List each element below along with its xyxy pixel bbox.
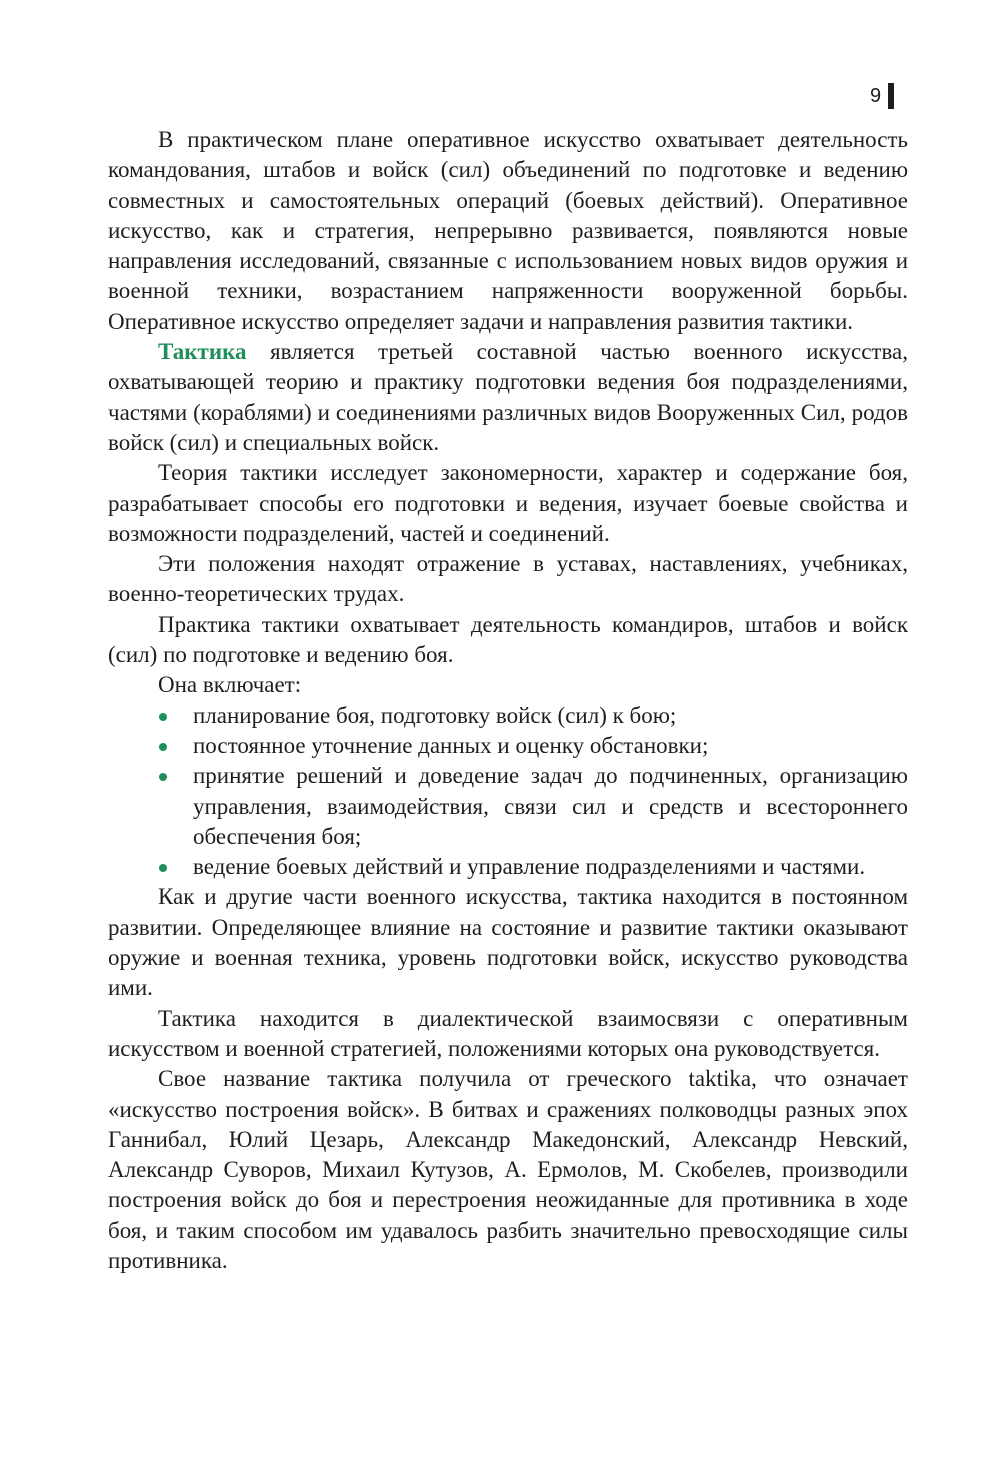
list-item — [108, 852, 908, 882]
page-header — [870, 82, 894, 110]
paragraph-development: Как и другие части военного искусства, тактика находится в постоянном развитии. Определяющее влияние на состояние и развитие тактики оказывают оружие и военная техника, уровень подготовки войск, искусство руководства ими. — [108, 884, 908, 1001]
list-item — [108, 731, 908, 761]
list-item — [108, 701, 908, 731]
body-text — [108, 125, 908, 1276]
paragraph-tactics-theory: Теория тактики исследует закономерности, характер и содержание боя, разрабатывает способы его подготовки и ведения, изучает боевые свойства и возможности подразделений, частей и соединений. — [108, 460, 908, 546]
paragraph-etymology: Свое название тактика получила от греческого taktika, что означает «искусство построения войск». В битвах и сражениях полководцы разных эпох Ганнибал, Юлий Цезарь, Александр Македонский, Александр Невский, Александр Суворов, Михаил Кутузов, А. Ермолов, М. Скобелев, производили построения войск до боя и перестроения неожиданные для противника в ходе боя, и таким способом им удавалось разбить значительно превосходящие силы противника. — [108, 1066, 908, 1273]
list-item-text: ведение боевых действий и управление подразделениями и частями. — [193, 854, 866, 880]
paragraph-tactics-definition-text: является третьей составной частью военного искусства, охватывающей теорию и практику подготовки ведения боя подразделениями, частями (кораблями) и соединениями различных видов Вооруженных Сил, родов войск (сил) и специальных войск. — [108, 339, 908, 455]
term-tactics: Тактика — [158, 339, 247, 365]
bullet-icon — [159, 773, 167, 781]
paragraph-operational-art: В практическом плане оперативное искусство охватывает деятельность командования, штабов и войск (сил) объединений по подготовке и ведению совместных и самостоятельных операций (боевых действий). Оперативное искусство, как и стратегия, непрерывно развивается, появляются новые направления исследований, связанные с использованием новых видов оружия и военной техники, возрастанием напряженности вооруженной борьбы. Оперативное искусство определяет задачи и направления развития тактики. — [108, 127, 908, 334]
paragraph-regulations: Эти положения находят отражение в уставах, наставлениях, учебниках, военно-теоретических трудах. — [108, 551, 908, 607]
paragraph-includes: Она включает: — [158, 672, 302, 698]
list-item-text: планирование боя, подготовку войск (сил) к бою; — [193, 702, 677, 728]
list-item-text: постоянное уточнение данных и оценку обстановки; — [193, 732, 709, 758]
bullet-icon — [159, 864, 167, 872]
bullet-icon — [159, 713, 167, 721]
list-item-text: принятие решений и доведение задач до подчиненных, организацию управления, взаимодействия, связи сил и средств и всестороннего обеспечения боя; — [193, 763, 908, 849]
page-number-bar — [888, 83, 894, 109]
paragraph-dialectic: Тактика находится в диалектической взаимосвязи с оперативным искусством и военной стратегией, положениями которых она руководствуется. — [108, 1005, 908, 1061]
paragraph-tactics-definition — [108, 337, 908, 458]
paragraph-tactics-practice: Практика тактики охватывает деятельность командиров, штабов и войск (сил) по подготовке и ведению боя. — [108, 611, 908, 668]
bullet-icon — [159, 743, 167, 751]
list-item — [108, 761, 908, 852]
bullet-list — [108, 701, 908, 883]
page-number: 9 — [870, 84, 882, 107]
